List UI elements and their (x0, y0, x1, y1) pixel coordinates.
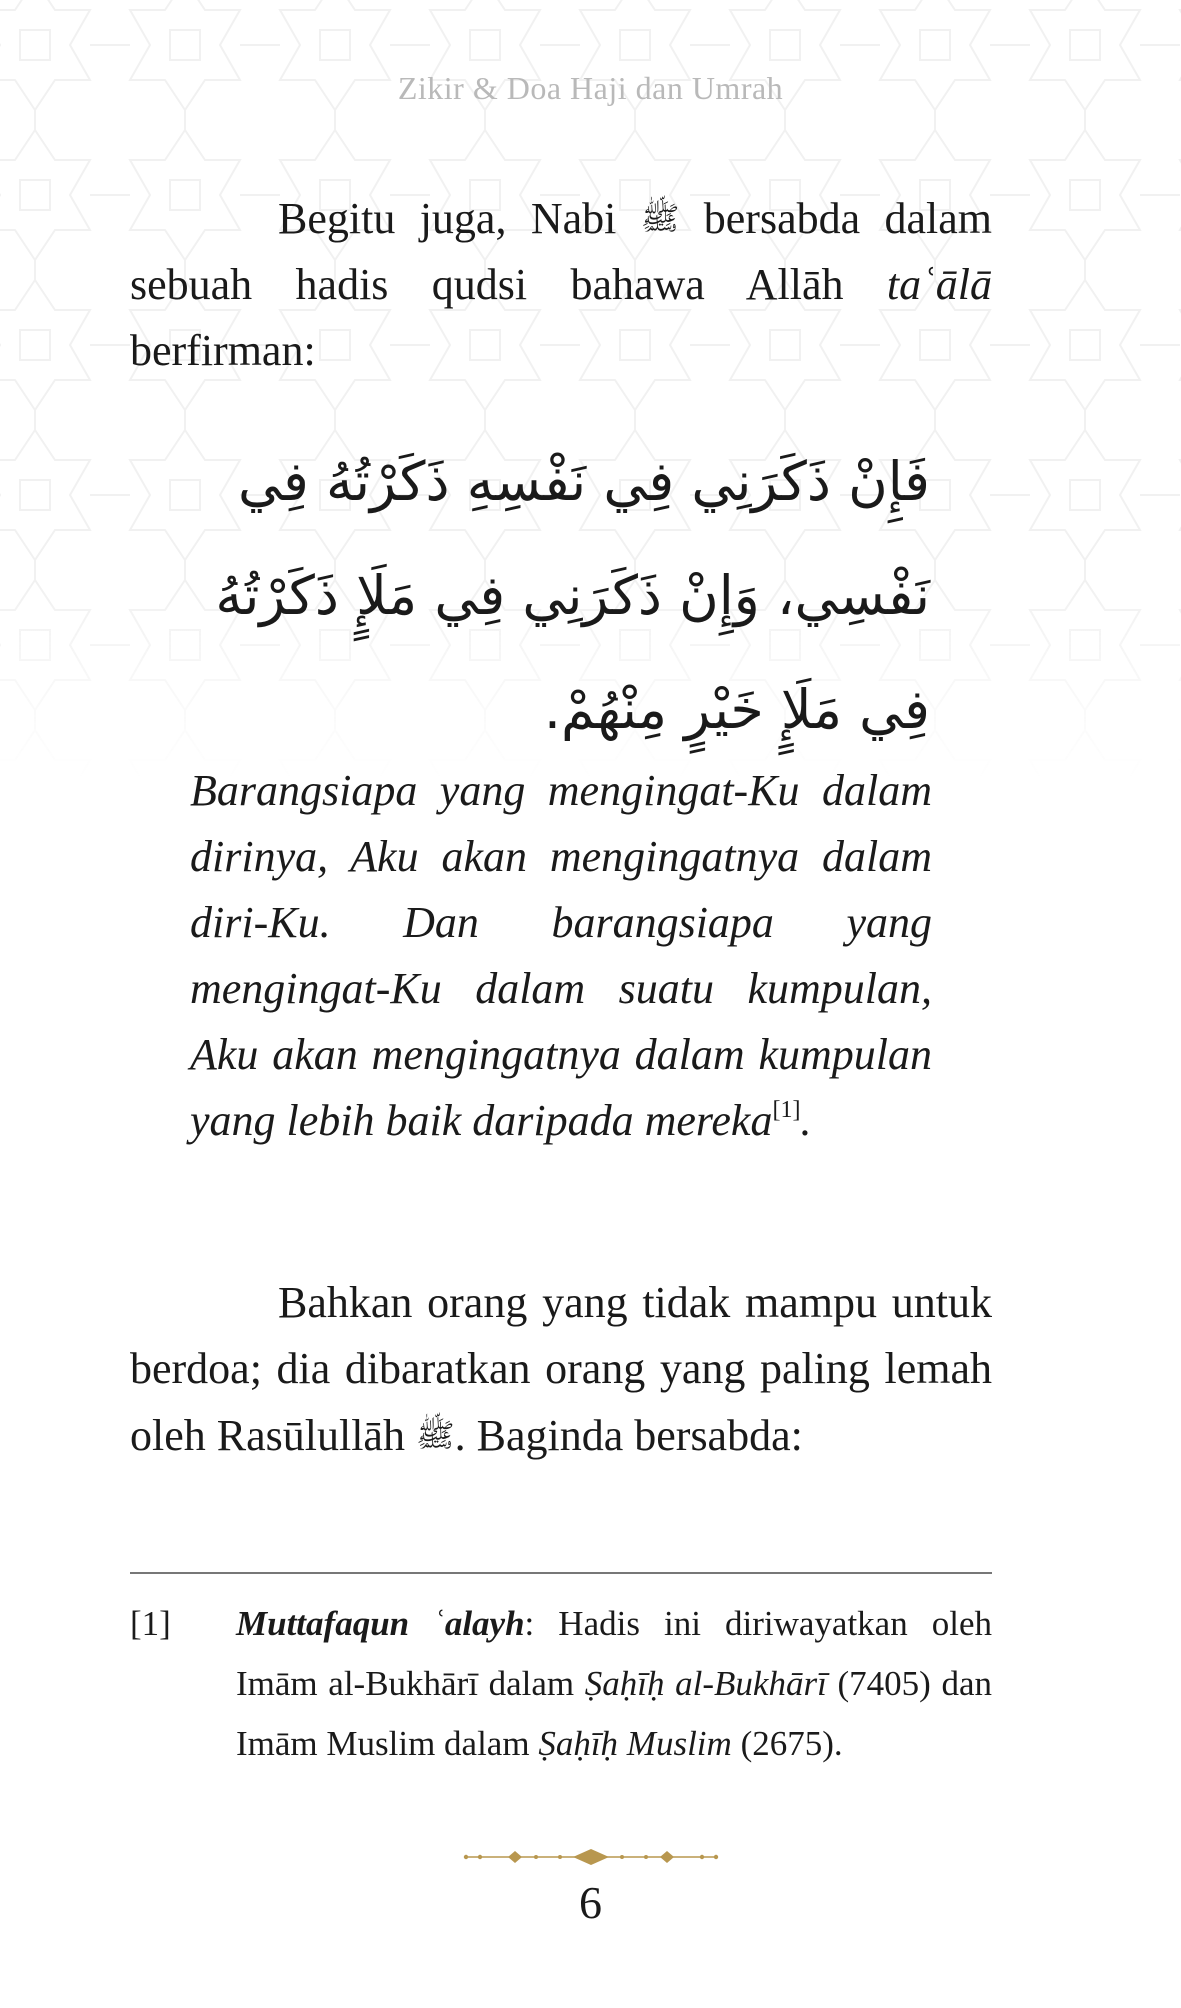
page-number: 6 (579, 1877, 602, 1928)
running-header: Zikir & Doa Haji dan Umrah (397, 70, 784, 106)
intro-text-1: Begitu juga, Nabi (278, 194, 641, 243)
footnote (130, 1594, 992, 1774)
intro-paragraph (130, 185, 992, 384)
second-text-1: Bahkan orang yang tidak mampu untuk berdoa; dia dibaratkan orang yang paling lemah oleh Rasūlullāh (130, 1278, 992, 1460)
gold-ornament-divider (460, 1846, 722, 1868)
salawat-honorific-glyph: ﷺ (640, 199, 680, 237)
intro-text-3: berfirman: (130, 326, 316, 375)
second-paragraph (130, 1270, 992, 1469)
intro-text-2: bersabda dalam sebuah hadis qudsi bahawa Allāh (130, 194, 993, 309)
salawat-honorific-glyph: ﷺ (415, 1416, 455, 1454)
intro-paragraph-block (130, 185, 992, 384)
second-paragraph-block (130, 1270, 992, 1469)
footnote-number: [1] (130, 1604, 171, 1643)
footnote-book-1: Ṣaḥīḥ al-Bukhārī (584, 1664, 827, 1703)
footnote-divider (130, 1572, 992, 1574)
second-text-2: . Baginda bersabda: (454, 1411, 803, 1460)
footnote-text-1: : Hadis ini diriwayatkan oleh Imām al-Bukhārī dalam (236, 1604, 993, 1703)
translation-end-punctuation: . (800, 1096, 812, 1145)
footnote-bold-title: Muttafaqun ʿalayh (236, 1604, 525, 1643)
intro-italic-term: taʿālā (886, 260, 992, 309)
footnote-book-2: Ṣaḥīḥ Muslim (538, 1724, 732, 1763)
translation-text: Barangsiapa yang mengingat-Ku dalam dirinya, Aku akan mengingatnya dalam diri-Ku. Dan barangsiapa yang mengingat-Ku dalam suatu kumpulan, Aku akan mengingatnya dalam kumpulan yang lebih baik daripada mereka (190, 766, 932, 1145)
footnote-reference[interactable]: [1] (772, 1097, 801, 1123)
footnote-text (236, 1594, 992, 1774)
footnote-text-3: (2675). (731, 1724, 843, 1763)
footnote-text-2: (7405) dan Imām Muslim dalam (236, 1664, 992, 1763)
hadith-translation (190, 758, 932, 1154)
arabic-hadith-text: فَإِنْ ذَكَرَنِي فِي نَفْسِهِ ذَكَرْتُهُ فِي نَفْسِي، وَإِنْ ذَكَرَنِي فِي مَلَإٍ ذَكَرْتُهُ فِي مَلَإٍ خَيْرٍ مِنْهُمْ. (215, 450, 930, 741)
